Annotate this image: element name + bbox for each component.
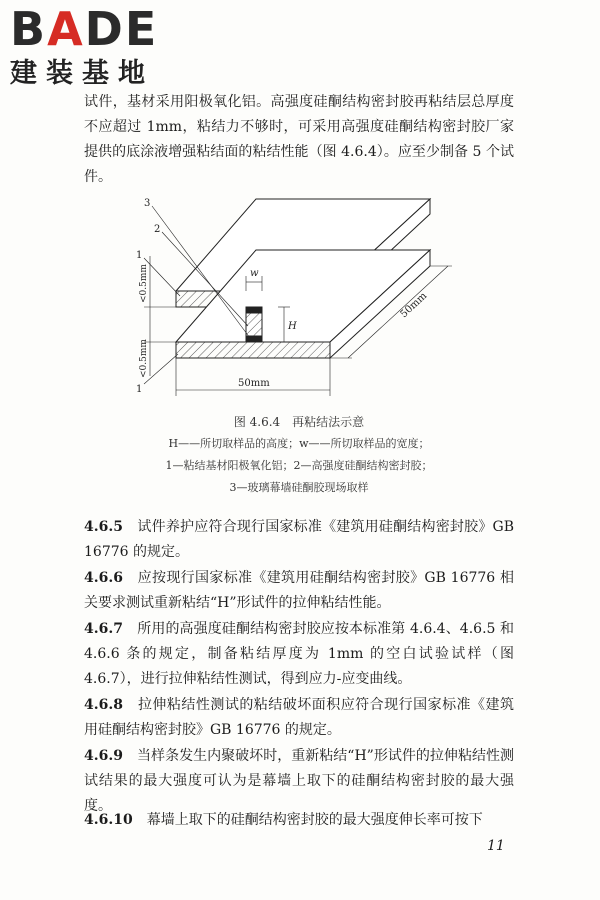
logo-wordmark [10,4,158,54]
clause-text: 拉伸粘结性测试的粘结破坏面积应符合现行国家标准《建筑用硅酮结构密封胶》GB 16776 的规定。 [84,697,515,738]
clause-text: 当样条发生内聚破坏时，重新粘结“H”形试件的拉伸粘结性测试结果的最大强度可认为是幕墙上取下的硅酮结构密封胶的最大强度。 [84,748,515,814]
callout-1-upper: 1 [136,250,143,261]
field-sample-strip-bottom [246,336,262,342]
sealant-bead [246,313,262,336]
figure-legend-line: 1—粘结基材阳极氧化铝；2—高强度硅酮结构密封胶； [165,459,433,472]
callout-2: 2 [154,224,161,235]
clause-number: 4.6.9 [84,748,123,764]
clause-text: 应按现行国家标准《建筑用硅酮结构密封胶》GB 16776 相关要求测试重新粘结“H”形试件的拉伸粘结性能。 [84,570,514,611]
clause-4-6-5 [84,515,514,565]
intro-paragraph: 试件，基材采用阳极氧化铝。高强度硅酮结构密封胶再粘结层总厚度不应超过 1mm，粘结力不够时，可采用高强度硅酮结构密封胶厂家提供的底涂液增强粘结面的粘结性能（图 4.6.4）。应至少制备 5 个试件。 [84,94,514,185]
clause-4-6-10 [84,808,514,833]
logo-letter-b: B [10,2,48,56]
dimension-depth: 50mm [398,290,430,321]
bade-logo [10,4,158,90]
clause-text: 幕墙上取下的硅酮结构密封胶的最大强度伸长率可按下 [146,812,483,828]
page-number: 11 [487,838,505,854]
dimension-w: w [250,268,259,279]
logo-letter-a: A [47,2,85,56]
clause-number: 4.6.10 [84,812,133,828]
clause-number: 4.6.8 [84,697,123,713]
clause-number: 4.6.5 [84,519,123,535]
logo-letter-e: E [124,2,159,56]
logo-letter-d: D [84,2,125,56]
clause-4-6-7 [84,617,514,692]
clause-number: 4.6.7 [84,621,123,637]
dimension-h: H [288,321,297,332]
clause-number: 4.6.6 [84,570,123,586]
clause-text: 试件养护应符合现行国家标准《建筑用硅酮结构密封胶》GB 16776 的规定。 [84,519,514,560]
clause-text: 所用的高强度硅酮结构密封胶应按本标准第 4.6.4、4.6.5 和 4.6.6 条的规定，制备粘结厚度为 1mm 的空白试验试样（图 4.6.7），进行拉伸粘结性测试，得到应力-应变曲线。 [84,621,514,687]
figure-legend-line: 3—玻璃幕墙硅酮胶现场取样 [229,481,369,494]
clause-4-6-6 [84,566,514,616]
figure-legend-line: H——所切取样品的高度；w——所切取样品的宽度； [168,437,430,450]
figure-caption: 图 4.6.4 再粘结法示意 [233,415,365,429]
field-sample-strip-top [246,307,262,313]
lower-plate-front [176,342,330,358]
dimension-width: 50mm [238,378,270,389]
callout-1-lower: 1 [136,384,143,395]
clause-4-6-8 [84,693,514,743]
dimension-lower-gap: <0.5mm [139,339,149,378]
dimension-upper-gap: <0.5mm [139,264,149,303]
callout-3: 3 [144,198,151,209]
logo-subtitle: 建装基地 [10,58,154,89]
rebonding-diagram [130,196,470,406]
